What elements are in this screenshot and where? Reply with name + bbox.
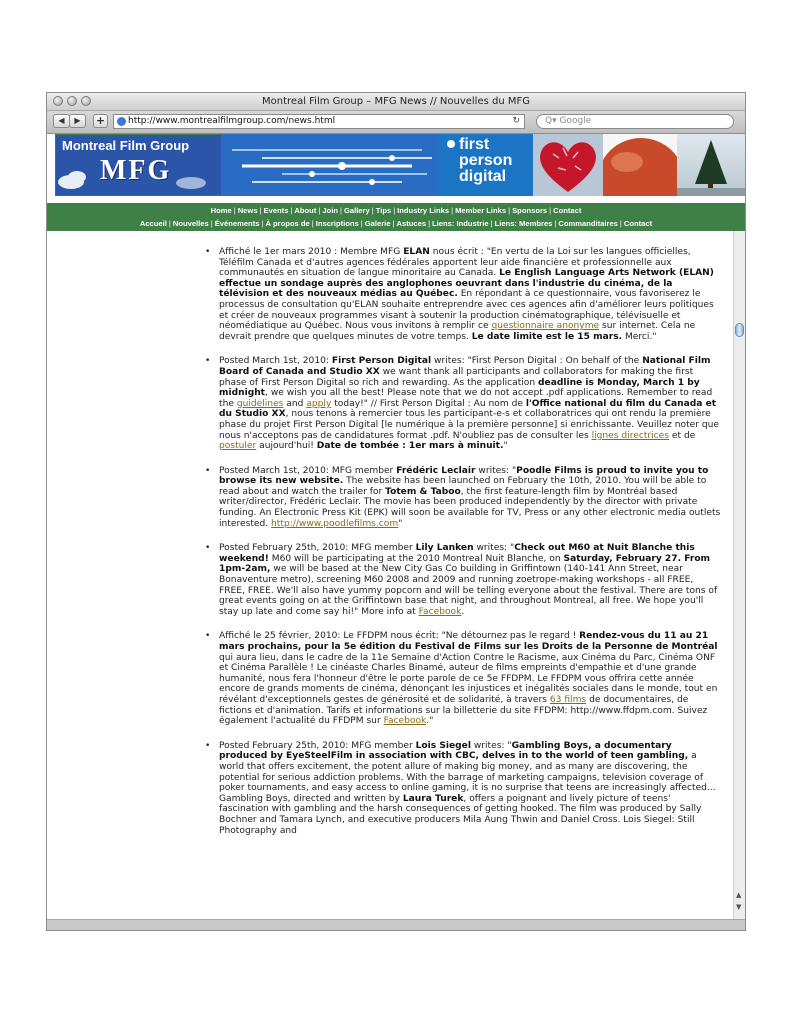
apply-link[interactable]: apply [306, 398, 332, 409]
bullet-icon: • [205, 247, 211, 257]
bullet-icon: • [205, 356, 211, 367]
page-content [47, 231, 733, 919]
nav-link-join[interactable]: Join [322, 206, 338, 215]
lines-graphic-svg [222, 134, 437, 196]
scroll-down-icon[interactable]: ▼ [736, 903, 742, 911]
nav-link-member-links[interactable]: Member Links [455, 206, 507, 215]
nav-separator: | [318, 206, 321, 215]
news-list [202, 247, 722, 850]
browser-toolbar [47, 111, 745, 134]
cloud-shape [176, 177, 206, 189]
nav-separator: | [490, 219, 493, 228]
site-banner [55, 134, 745, 200]
logo-name: Montreal Film Group [62, 138, 190, 153]
news-item: • Posted March 1st, 2010: First Person Digital writes: "First Person Digital : On behalf of the National Film Board of Canada and Studio XX we want thank all participants and collaborators for making the first phase of First Person Digital so rich and rewarding. As the application deadline is Monday, March 1 by midnight, we wish you all the best! Please note that we do not accept .pdf applications. Remember to read the guidelines and apply today!" // First Person Digital : Au nom de l'Office national du film du Canada et du Studio XX, nous tenons à remercier tous les participant-e-s et collaboratrices qui ont rendu la première phase du projet First Person Digital [le numérique à la première personne] si enrichissante. Veuillez noter que nous n'acceptons pas de candidatures format .pdf. N'oubliez pas de consulter les lignes directrices et de postuler aujourd'hui! Date de tombée : 1er mars à minuit." [205, 356, 720, 452]
bullet-icon: • [205, 543, 211, 554]
bullet-icon: • [205, 465, 211, 476]
nav-link-news[interactable]: News [237, 206, 258, 215]
tree-icon [677, 134, 745, 196]
nav-separator: | [508, 206, 511, 215]
nav-separator: | [261, 219, 264, 228]
site-navigation [47, 203, 745, 231]
address-bar[interactable] [113, 114, 525, 129]
poodlefilms-link[interactable]: http://www.poodlefilms.com [271, 518, 399, 529]
sphere-photo [603, 134, 677, 196]
postuler-link[interactable]: postuler [219, 441, 257, 452]
nav-separator: | [554, 219, 557, 228]
logo-abbr: MFG [100, 155, 172, 186]
facebook-link[interactable]: Facebook [383, 716, 427, 727]
nav-separator: | [371, 206, 374, 215]
fpd-line-3: digital [459, 168, 507, 185]
forward-button[interactable]: ▶ [69, 114, 86, 128]
questionnaire-link[interactable]: questionnaire anonyme [491, 321, 600, 332]
sphere-icon [603, 134, 677, 196]
news-item: • Posted February 25th, 2010: MFG member Lily Lanken writes: "Check out M60 at Nuit Blanche this weekend! M60 will be participating at the 2010 Montreal Nuit Blanche, on Saturday, February 27. From 1pm-2am, we will be based at the New City Gas Co building in Griffintown (140-141 Ann Street, near Bonaventure metro), screening M60 2008 and 2009 and running zoetrope-making workshops - all FREE, FREE, FREE. We'll also have yummy popcorn and will be telling everyone about the festival. There are tons of great events going on at the Griffintown base that night, and throughout Montreal, all free. We hope you'll stay up late and come say hi!" More info at Facebook. [205, 543, 718, 617]
cloud-shape [68, 171, 86, 183]
globe-icon [117, 117, 126, 126]
nav-separator: | [339, 206, 342, 215]
nav-link-sponsors[interactable]: Sponsors [512, 206, 548, 215]
first-person-digital-logo[interactable] [437, 134, 533, 196]
nav-link-fr-nouvelles[interactable]: Nouvelles [172, 219, 209, 228]
tree-photo [677, 134, 745, 196]
news-item: • Affiché le 1er mars 2010 : Membre MFG ELAN nous écrit : "En vertu de la Loi sur les langues officielles, Téléfilm Canada et d'autres agences fédérales apportent leur aide financière et professionnelle aux communautés en situation de langue minoritaire au Canada. Le English Language Arts Network (ELAN) effectue un sondage auprès des anglophones oeuvrant dans l'industrie du cinéma, de la télévision et des nouveaux médias au Québec. En répondant à ce questionnaire, vous favoriserez le processus de consultation qu'ELAN souhaite entreprendre avec ces agences afin d'améliorer leurs politiques et créer de nouveaux programmes visant à soutenir la production cinématographique, télévisuelle et néomédiatique au Québec. Nous vous invitons à remplir ce questionnaire anonyme sur internet. Cela ne devrait prendre que quelques minutes de votre temps. Le date limite est le 15 mars. Merci." [205, 247, 714, 342]
back-button[interactable]: ◀ [53, 114, 70, 128]
news-item: • Posted March 1st, 2010: MFG member Frédéric Leclair writes: "Poodle Films is proud to invite you to browse its new website. The website has been launched on February the 10th, 2010. You will be able to read about and watch the trailer for Totem & Taboo, the first feature-length film by Montréal based writer/director, Frédéric Leclair. The movie has been produced independently by the director with private funding. An Electronic Press Kit (EPK) will soon be available for TV, Press or any other electronic media outlets interested. http://www.poodlefilms.com" [205, 465, 721, 529]
nav-link-fr-contact[interactable]: Contact [623, 219, 653, 228]
banner-lines-graphic [222, 134, 437, 196]
nav-link-contact[interactable]: Contact [553, 206, 582, 215]
nav-link-gallery[interactable]: Gallery [343, 206, 370, 215]
mfg-logo[interactable] [55, 134, 222, 196]
vertical-scrollbar[interactable] [733, 231, 745, 920]
title-bar [47, 93, 745, 111]
dot-icon [447, 140, 455, 148]
lignes-directrices-link[interactable]: lignes directrices [591, 430, 669, 441]
nav-link-about[interactable]: About [294, 206, 317, 215]
reload-icon[interactable]: ↻ [512, 116, 520, 126]
zoom-window-icon[interactable] [81, 96, 91, 106]
nav-separator: | [428, 219, 431, 228]
nav-link-industry-links[interactable]: Industry Links [397, 206, 450, 215]
nav-link-fr-liens-industrie[interactable]: Liens: Industrie [432, 219, 489, 228]
nav-link-fr-événements[interactable]: Événements [214, 219, 260, 228]
nav-separator: | [210, 219, 213, 228]
bullet-icon: • [205, 631, 211, 642]
scrollbar-thumb[interactable] [735, 323, 744, 337]
nav-link-fr-commanditaires[interactable]: Commanditaires [558, 219, 618, 228]
63-films-link[interactable]: 63 films [549, 694, 587, 705]
guidelines-link[interactable]: guidelines [236, 398, 284, 409]
nav-separator: | [392, 219, 395, 228]
nav-row-english [47, 206, 745, 215]
add-bookmark-button[interactable]: + [93, 114, 108, 128]
browser-window [46, 92, 746, 931]
nav-link-events[interactable]: Events [263, 206, 289, 215]
nav-separator: | [168, 219, 171, 228]
nav-separator: | [259, 206, 262, 215]
facebook-link[interactable]: Facebook [418, 606, 462, 617]
nav-link-fr-galerie[interactable]: Galerie [364, 219, 391, 228]
nav-link-fr-inscriptions[interactable]: Inscriptions [315, 219, 359, 228]
bullet-icon: • [205, 740, 211, 751]
nav-row-french [47, 219, 745, 228]
nav-link-fr-accueil[interactable]: Accueil [139, 219, 167, 228]
nav-separator: | [311, 219, 314, 228]
news-item: • Affiché le 25 février, 2010: Le FFDPM nous écrit: "Ne détournez pas le regard ! Rendez-vous du 11 au 21 mars prochains, pour la 5e édition du Festival de Films sur les Droits de la Personne de Montréal qui aura lieu, dans le cadre de la 11e Semaine d'Action Contre le Racisme, aux Cinéma du Parc, Cinéma ONF et Cinéma Parallèle ! Le cinéaste Charles Binamé, auteur de films empreints d'empathie et d'une grande humanité, nous fera l'honneur d'être le porte parole de ce 5e FFDPM. Le FFDPM vous offrira cette année encore de grands moments de cinéma, dénonçant les injustices et inégalités sociales dans le monde, tout en révélant d'exceptionnels gestes de générosité et de solidarité, à travers 63 films de documentaires, de fictions et d'animation. Tarifs et informations sur la billetterie du site FFDPM: http://www.ffdpm.com. Suivez également l'actualité du FFDPM sur Facebook." [205, 631, 718, 727]
heart-photo [533, 134, 603, 196]
nav-separator: | [290, 206, 293, 215]
fpd-line-1: first [459, 136, 490, 153]
nav-separator: | [619, 219, 622, 228]
search-input[interactable]: Q▾ Google [536, 114, 734, 129]
nav-link-tips[interactable]: Tips [375, 206, 392, 215]
nav-link-fr-astuces[interactable]: Astuces [396, 219, 427, 228]
heart-icon [533, 134, 603, 196]
nav-link-fr-à-propos-de[interactable]: À propos de [265, 219, 310, 228]
fpd-line-2: person [459, 152, 513, 169]
close-window-icon[interactable] [53, 96, 63, 106]
nav-separator: | [451, 206, 454, 215]
status-bar [47, 919, 745, 931]
news-item: • Posted February 25th, 2010: MFG member Lois Siegel writes: "Gambling Boys, a documentary produced by EyeSteelFilm in association with CBC, delves in to the world of teen gambling, a world that offers excitement, the potent allure of making big money, and as many are discovering, the potential for serious addiction problems. With the barrage of marketing campaigns, television coverage of poker tournaments, and easy access to online gaming, it is no surprise that teens are increasingly affected... Gambling Boys, directed and written by Laura Turek, offers a poignant and lively picture of teens' fascination with gambling and the harsh consequences of getting hooked. The film was produced by Sally Bochner and Tamara Lynch, and executive producers Mila Aung Thwin and Daniel Cross. Lois Siegel: Still Photography and [205, 740, 716, 836]
nav-separator: | [233, 206, 236, 215]
window-title: Montreal Film Group – MFG News // Nouvelles du MFG [262, 96, 530, 107]
nav-link-fr-liens-membres[interactable]: Liens: Membres [494, 219, 553, 228]
url-text: http://www.montrealfilmgroup.com/news.html [128, 116, 336, 126]
nav-link-home[interactable]: Home [210, 206, 232, 215]
nav-separator: | [549, 206, 552, 215]
nav-separator: | [360, 219, 363, 228]
minimize-window-icon[interactable] [67, 96, 77, 106]
scroll-up-icon[interactable]: ▲ [736, 891, 742, 899]
nav-separator: | [393, 206, 396, 215]
